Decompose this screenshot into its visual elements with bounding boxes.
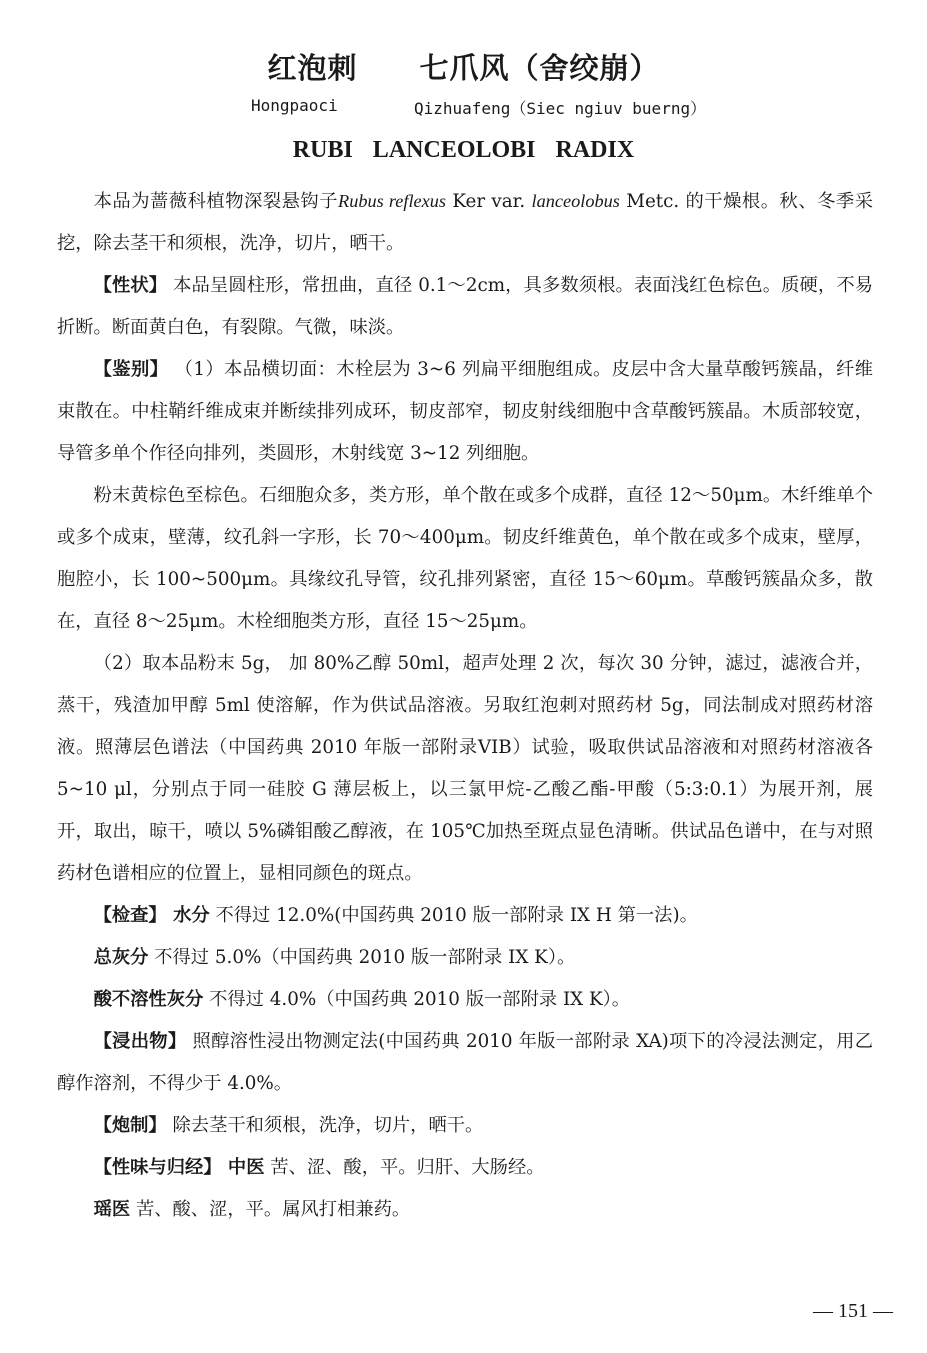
intro-text-b: Ker var. — [446, 191, 532, 212]
properties-text: 本品呈圆柱形，常扭曲，直径 0.1～2cm，具多数须根。表面浅红色棕色。质硬，不易折断。断面黄白色，有裂隙。气微，味淡。 — [57, 275, 874, 338]
pinyin-hongpaoci: Hongpaoci — [251, 96, 338, 115]
extract-text: 照醇溶性浸出物测定法(中国药典 2010 年版一部附录 XA)项下的冷浸法测定，用乙醇作溶剂，不得少于 4.0%。 — [57, 1031, 874, 1094]
extract-paragraph — [57, 1021, 873, 1105]
latin-drug-name: RUBI LANCEOLOBI RADIX — [292, 137, 635, 163]
properties-paragraph — [57, 265, 873, 349]
processing-paragraph — [57, 1105, 873, 1147]
identification-paragraph-3: （2）取本品粉末 5g， 加 80%乙醇 50ml，超声处理 2 次，每次 30 分钟，滤过，滤液合并，蒸干，残渣加甲醇 5ml 使溶解，作为供试品溶液。另取红泡刺对照药材 5g，同法制成对照药材溶液。照薄层色谱法（中国药典 2010 年版一部附录VIB）试验，吸取供试品溶液和对照药材溶液各 5~10 μl，分别点于同一硅胶 G 薄层板上，以三氯甲烷-乙酸乙酯-甲酸（5:3:0.1）为展开剂，展开，取出，晾干，喷以 5%磷钼酸乙醇液，在 105℃加热至斑点显色清晰。供试品色谱中，在与对照药材色谱相应的位置上，显相同颜色的斑点。 — [57, 653, 873, 884]
processing-text: 除去茎干和须根，洗净，切片，晒干。 — [166, 1115, 484, 1136]
inspection-total-ash — [57, 937, 873, 979]
title-qizhuafeng: 七爪风（舍绞崩） — [419, 51, 660, 85]
tcm-label: 中医 — [221, 1157, 265, 1178]
page-title — [0, 46, 927, 87]
intro-paragraph — [57, 180, 873, 265]
page-number: — 151 — — [813, 1300, 893, 1322]
properties-heading: 【性状】 — [93, 275, 168, 296]
identification-paragraph-1 — [57, 349, 873, 475]
total-ash-text: 不得过 5.0%（中国药典 2010 版一部附录 IX K）。 — [148, 947, 576, 968]
species-name: Rubus reflexus — [338, 191, 447, 211]
moisture-text: 不得过 12.0%(中国药典 2010 版一部附录 IX H 第一法)。 — [209, 905, 698, 926]
title-hongpaoci: 红泡刺 — [267, 51, 358, 85]
intro-text-c: Metc. 的干燥根。秋、冬季采挖，除去茎干和须根，洗净，切片，晒干。 — [57, 191, 874, 254]
variety-name: lanceolobus — [531, 191, 620, 211]
nature-meridian-heading: 【性味与归经】 — [93, 1157, 222, 1178]
tcm-text: 苦、涩、酸，平。归肝、大肠经。 — [264, 1157, 545, 1178]
extract-heading: 【浸出物】 — [93, 1031, 187, 1052]
inspection-heading: 【检查】 — [93, 905, 167, 926]
identification-paragraph-2: 粉末黄棕色至棕色。石细胞众多，类方形，单个散在或多个成群，直径 12～50μm。木纤维单个或多个成束，壁薄，纹孔斜一字形，长 70～400μm。韧皮纤维黄色，单个散在或多个成束，壁厚，胞腔小，长 100~500μm。具缘纹孔导管，纹孔排列紧密，直径 15～60μm。草酸钙簇晶众多，散在，直径 8～25μm。木栓细胞类方形，直径 15～25μm。 — [57, 485, 873, 632]
identification-heading: 【鉴别】 — [93, 359, 169, 380]
monograph-body — [57, 180, 873, 1231]
yao-text: 苦、酸、涩，平。属风打相兼药。 — [130, 1199, 411, 1220]
yao-label: 瑶医 — [93, 1199, 131, 1220]
moisture-label: 水分 — [166, 905, 210, 926]
inspection-acid-ash — [57, 979, 873, 1021]
intro-text-a: 本品为蔷薇科植物深裂悬钩子 — [93, 191, 339, 212]
nature-meridian-paragraph — [57, 1147, 873, 1189]
yao-medicine-paragraph — [57, 1189, 873, 1231]
acid-ash-text: 不得过 4.0%（中国药典 2010 版一部附录 IX K）。 — [203, 989, 631, 1010]
inspection-moisture — [57, 895, 873, 937]
processing-heading: 【炮制】 — [93, 1115, 167, 1136]
acid-ash-label: 酸不溶性灰分 — [93, 989, 204, 1010]
total-ash-label: 总灰分 — [93, 947, 149, 968]
identification-text-1: （1）本品横切面：木栓层为 3~6 列扁平细胞组成。皮层中含大量草酸钙簇晶，纤维束散在。中柱鞘纤维成束并断续排列成环，韧皮部窄，韧皮射线细胞中含草酸钙簇晶。木质部较宽，导管多单个作径向排列，类圆形，木射线宽 3~12 列细胞。 — [57, 359, 873, 464]
pinyin-qizhuafeng: Qizhuafeng（Siec ngiuv buerng） — [414, 99, 707, 118]
